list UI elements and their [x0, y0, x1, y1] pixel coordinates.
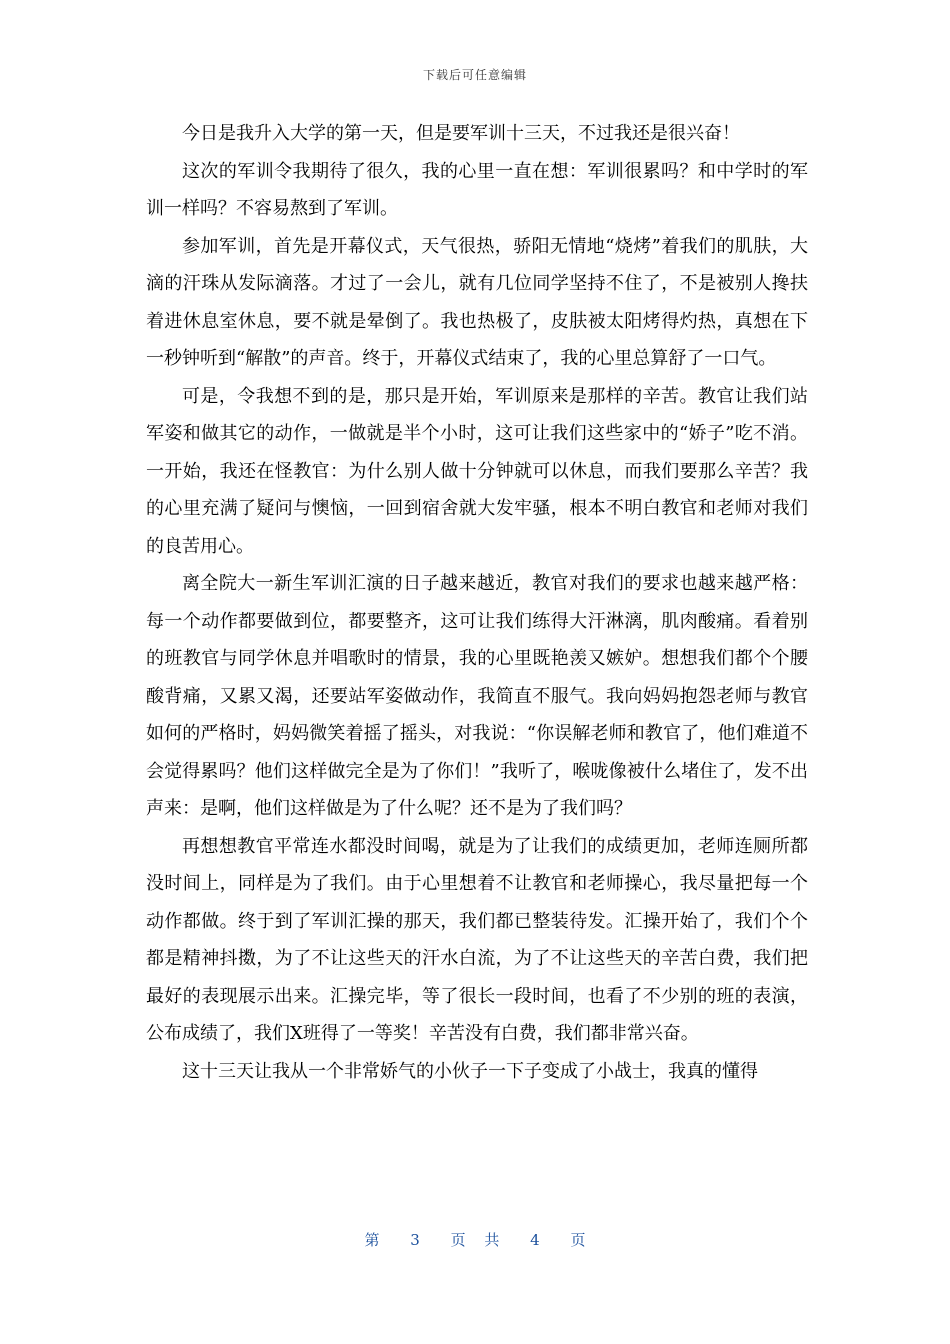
page-footer: [0, 1229, 950, 1250]
page-header: 下载后可任意编辑: [422, 68, 527, 82]
paragraph-5: 离全院大一新生军训汇演的日子越来越近，教官对我们的要求也越来越严格：每一个动作都要做到位，都要整齐，这可让我们练得大汗淋漓，肌肉酸痛。看着别的班教官与同学休息并唱歌时的情景，我的心里既艳羡又嫉妒。想想我们都个个腰酸背痛，又累又渴，还要站军姿做动作，我简直不服气。我向妈妈抱怨老师与教官如何的严格时，妈妈微笑着摇了摇头，对我说：“你误解老师和教官了，他们难道不会觉得累吗？他们这样做完全是为了你们！”我听了，喉咙像被什么堵住了，发不出声来：是啊，他们这样做是为了什么呢？还不是为了我们吗？: [146, 573, 808, 819]
footer-suffix: 页: [570, 1231, 586, 1249]
paragraph-6: 再想想教官平常连水都没时间喝，就是为了让我们的成绩更加，老师连厕所都没时间上，同样是为了我们。由于心里想着不让教官和老师操心，我尽量把每一个动作都做。终于到了军训汇操的那天，我们都已整装待发。汇操开始了，我们个个都是精神抖擞，为了不让这些天的汗水白流，为了不让这些天的辛苦白费，我们把最好的表现展示出来。汇操完毕，等了很长一段时间，也看了不少别的班的表演，公布成绩了，我们X班得了一等奖！辛苦没有白费，我们都非常兴奋。: [146, 835, 808, 1044]
paragraph-1: 今日是我升入大学的第一天，但是要军训十三天，不过我还是很兴奋！: [182, 123, 740, 144]
current-page-number: 3: [410, 1231, 420, 1249]
total-page-number: 4: [530, 1231, 540, 1249]
footer-prefix: 第: [364, 1231, 380, 1249]
paragraph-4: 可是，令我想不到的是，那只是开始，军训原来是那样的辛苦。教官让我们站军姿和做其它的动作，一做就是半个小时，这可让我们这些家中的“娇子”吃不消。一开始，我还在怪教官：为什么别人做十分钟就可以休息，而我们要那么辛苦？我的心里充满了疑问与懊恼，一回到宿舍就大发牢骚，根本不明白教官和老师对我们的良苦用心。: [146, 385, 808, 557]
paragraph-7: 这十三天让我从一个非常娇气的小伙子一下子变成了小战士，我真的懂得: [182, 1060, 758, 1082]
paragraph-2: 这次的军训令我期待了很久，我的心里一直在想：军训很累吗？和中学时的军训一样吗？不容易熬到了军训。: [146, 160, 808, 219]
document-body: [146, 115, 808, 1090]
footer-middle: 页 共: [450, 1231, 500, 1249]
paragraph-3: 参加军训，首先是开幕仪式，天气很热，骄阳无情地“烧烤”着我们的肌肤，大滴的汗珠从发际滴落。才过了一会儿，就有几位同学坚持不住了，不是被别人搀扶着进休息室休息，要不就是晕倒了。我也热极了，皮肤被太阳烤得灼热，真想在下一秒钟听到“解散”的声音。终于，开幕仪式结束了，我的心里总算舒了一口气。: [146, 235, 808, 369]
